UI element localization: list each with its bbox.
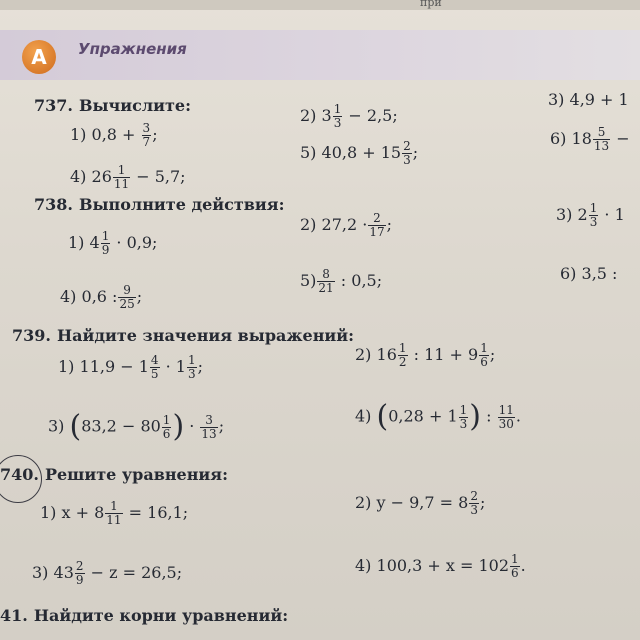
section-letter-badge: A — [22, 40, 56, 74]
exercise-739-item-4: 4) (0,28 + 1 $\frac{1}{3}$ ) : $\frac{11}{30}$ . — [355, 399, 521, 434]
previous-page-edge: при — [0, 0, 640, 10]
exercise-739-item-1: 1) 11,9 − 1 $\frac{4}{5}$ · 1 $\frac{1}{3}$ ; — [58, 353, 203, 381]
exercise-title: Вычислите: — [78, 96, 191, 115]
exercise-738-item-2: 2) 27,2 · $\frac{2}{17}$ ; — [300, 211, 392, 239]
section-title: Упражнения — [78, 40, 187, 58]
exercise-738-item-5: 5) $\frac{8}{21}$ : 0,5; — [300, 267, 383, 295]
exercise-739-header: 739. Найдите значения выражений: — [12, 326, 355, 345]
exercise-738-item-4: 4) 0,6 : $\frac{9}{25}$ ; — [60, 283, 143, 311]
exercise-737-item-2: 2) 3 $\frac{1}{3}$ − 2,5; — [300, 102, 398, 130]
exercise-number: 737. — [34, 96, 73, 115]
exercise-737-item-3: 3) 4,9 + 1 — [548, 90, 629, 109]
exercise-737-item-6: 6) 18 $\frac{5}{13}$ − — [550, 125, 630, 153]
exercise-738-header: 738. Выполните действия: — [34, 195, 285, 214]
exercise-738-item-3: 3) 2 $\frac{1}{3}$ · 1 — [556, 201, 625, 229]
exercise-737-item-4: 4) 26 $\frac{1}{11}$ − 5,7; — [70, 163, 186, 191]
exercise-740-item-3: 3) 43 $\frac{2}{9}$ − z = 26,5; — [32, 559, 183, 587]
exercise-740-item-2: 2) y − 9,7 = 8 $\frac{2}{3}$ ; — [355, 489, 486, 517]
exercise-739-item-2: 2) 16 $\frac{1}{2}$ : 11 + 9 $\frac{1}{6}$ ; — [355, 341, 496, 369]
exercise-738-item-1: 1) 4 $\frac{1}{9}$ · 0,9; — [68, 229, 158, 257]
exercise-740-item-1: 1) x + 8 $\frac{1}{11}$ = 16,1; — [40, 499, 189, 527]
exercise-737-header — [34, 96, 191, 115]
exercise-740-item-4: 4) 100,3 + x = 102 $\frac{1}{6}$ . — [355, 552, 526, 580]
exercise-737-item-5: 5) 40,8 + 15 $\frac{2}{3}$ ; — [300, 139, 419, 167]
exercise-741-header: 41. Найдите корни уравнений: — [0, 606, 289, 625]
exercise-740-header: 740. Решите уравнения: — [0, 465, 229, 484]
exercise-737-item-1: 1) 0,8 + $\frac{3}{7}$ ; — [70, 121, 158, 149]
exercise-738-item-6: 6) 3,5 : — [560, 264, 618, 283]
exercise-739-item-3: 3) (83,2 − 80 $\frac{1}{6}$ ) · $\frac{3}{13}$ ; — [48, 409, 225, 444]
